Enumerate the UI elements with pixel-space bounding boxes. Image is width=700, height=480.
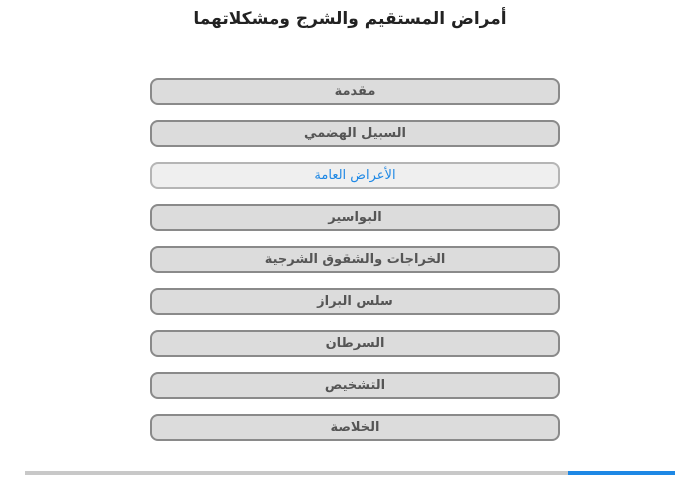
menu-item-diagnosis[interactable]: التشخيص [150, 372, 560, 399]
chapter-menu [150, 78, 560, 456]
menu-item-cancer[interactable]: السرطان [150, 330, 560, 357]
menu-item-digestive-tract[interactable]: السبيل الهضمي [150, 120, 560, 147]
page-title: أمراض المستقيم والشرج ومشكلاتهما [193, 9, 507, 29]
menu-item-hemorrhoids[interactable]: البواسير [150, 204, 560, 231]
menu-item-introduction[interactable]: مقدمة [150, 78, 560, 105]
progress-bar [25, 471, 675, 475]
progress-bar-fill [568, 471, 675, 475]
menu-item-summary[interactable]: الخلاصة [150, 414, 560, 441]
menu-item-general-symptoms[interactable]: الأعراض العامة [150, 162, 560, 189]
menu-item-abscesses-fissures[interactable]: الخراجات والشقوق الشرجية [150, 246, 560, 273]
menu-item-fecal-incontinence[interactable]: سلس البراز [150, 288, 560, 315]
